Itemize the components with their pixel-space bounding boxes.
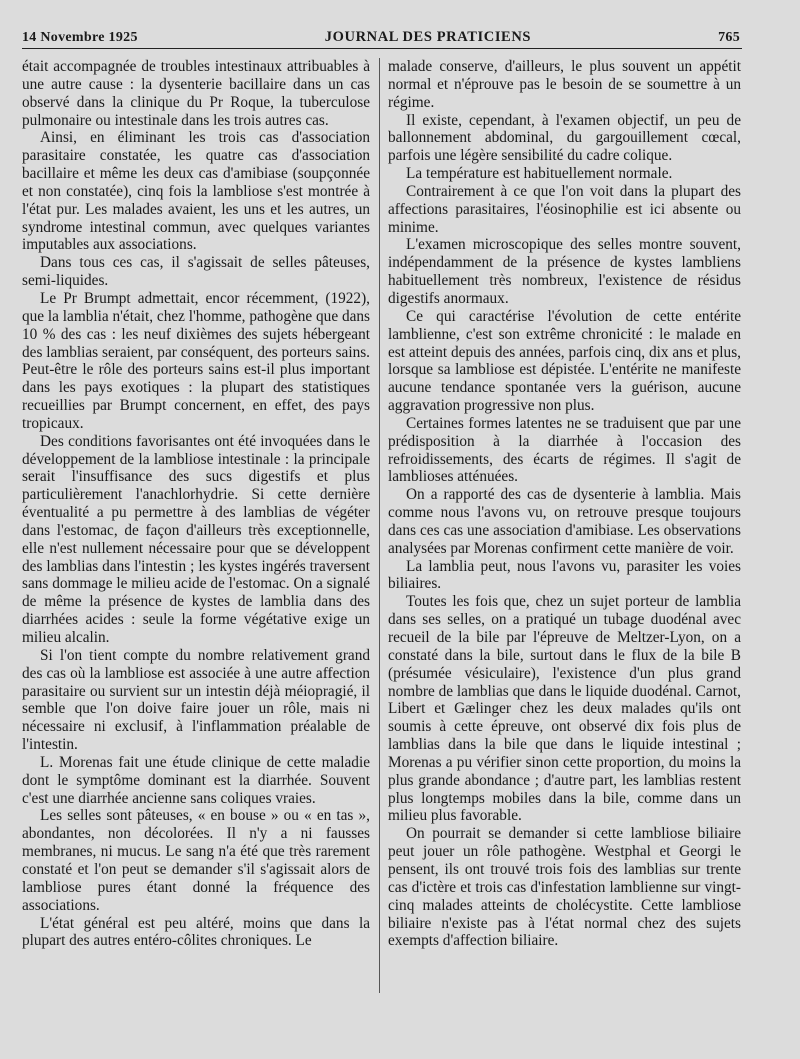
paragraph: Dans tous ces cas, il s'agissait de selles pâteuses, semi-liquides. (22, 254, 370, 290)
paragraph: Si l'on tient compte du nombre relativement grand des cas où la lambliose est associée à une autre affection parasitaire ou survient sur un intestin déjà méiopragié, il semble que l'on doive faire jouer un rôle, mais ni nécessaire ni exclusif, à l'inflammation préalable de l'intestin. (22, 646, 370, 754)
left-column (22, 58, 370, 950)
page-number: 765 (718, 30, 740, 45)
paragraph: La température est habituellement normale. (406, 165, 673, 183)
header-rule (22, 48, 742, 49)
paragraph: Contrairement à ce que l'on voit dans la plupart des affections parasitaires, l'éosinophilie est ici absente ou minime. (388, 182, 741, 236)
paragraph: Il existe, cependant, à l'examen objectif, un peu de ballonnement abdominal, du gargouillement cœcal, parfois une légère sensibilité du cadre colique. (388, 111, 741, 165)
right-column (388, 58, 741, 950)
paragraph: L. Morenas fait une étude clinique de cette maladie dont le symptôme dominant est la diarrhée. Souvent c'est une diarrhée ancienne sans coliques vraies. (22, 753, 370, 807)
paragraph: On a rapporté des cas de dysenterie à lamblia. Mais comme nous l'avons vu, on retrouve presque toujours dans ces cas une association d'amibiase. Les observations analysées par Morenas confirment cette manière de voir. (388, 486, 741, 557)
paragraph: était accompagnée de troubles intestinaux attribuables à une autre cause : la dysenterie bacillaire dans un cas observé dans la clinique du Pr Roque, la tuberculose pulmonaire ou intestinale dans les trois autres cas. (22, 58, 370, 129)
paragraph: On pourrait se demander si cette lambliose biliaire peut jouer un rôle pathogène. Westphal et Georgi le pensent, ils ont trouvé trois fois des lamblias sur trente cas d'ictère et trois cas d'infestation lamblienne sur vingt-cinq malades atteints de cholécystite. Cette lambliose biliaire n'existe pas à l'état normal chez des sujets exempts d'affection biliaire. (388, 825, 741, 950)
paragraph: Les selles sont pâteuses, « en bouse » ou « en tas », abondantes, non décolorées. Il n'y a ni fausses membranes, ni mucus. Le sang n'a été que très rarement constaté et l'on peut se demander s'il s'agissait alors de lambliose pures étant donné la fréquence des associations. (22, 807, 370, 914)
paragraph: Des conditions favorisantes ont été invoquées dans le développement de la lambliose intestinale : la principale serait l'insuffisance des sucs digestifs et plus particulièrement l'anachlorhydrie. Si cette dernière éventualité a pu permettre à des lamblias de végéter dans l'estomac, de façon d'ailleurs très exceptionnelle, elle n'est nullement nécessaire pour que se développent des lamblias dans l'intestin ; les kystes ingérés traversent sans dommage le milieu acide de l'estomac. On a signalé de même la présence de kystes de lamblia dans des diarrhées acides : seule la forme végétative exige un milieu alcalin. (22, 432, 370, 646)
page-header (22, 26, 740, 46)
paragraph: malade conserve, d'ailleurs, le plus souvent un appétit normal et n'éprouve pas le besoin de se soumettre à un régime. (388, 58, 741, 111)
header-date: 14 Novembre 1925 (22, 30, 138, 45)
column-divider (379, 58, 380, 993)
paragraph: Certaines formes latentes ne se traduisent que par une prédisposition à la diarrhée à l'occasion des refroidissements, des écarts de régimes. Il s'agit de lamblioses atténuées. (388, 414, 741, 486)
paragraph: Ce qui caractérise l'évolution de cette entérite lamblienne, c'est son extrême chronicité : le malade en est atteint depuis des années, parfois cinq, dix ans et plus, lorsque sa lambliose est dépistée. L'entérite ne manifeste aucune tendance spontanée vers la guérison, aucune aggravation progressive non plus. (388, 307, 741, 415)
journal-title: JOURNAL DES PRATICIENS (324, 29, 532, 45)
paragraph: Ainsi, en éliminant les trois cas d'association parasitaire constatée, les quatre cas d'association bacillaire et même les deux cas d'amibiase (soupçonnée et non constatée), cinq fois la lambliose s'est montrée à l'état pur. Les malades avaient, les uns et les autres, un syndrome intestinal commun, avec quelques variantes imputables aux associations. (22, 129, 370, 254)
paragraph: L'examen microscopique des selles montre souvent, indépendamment de la présence de kystes lambliens habituellement très nombreux, l'existence de résidus digestifs anormaux. (388, 236, 741, 307)
paragraph: Le Pr Brumpt admettait, encor récemment, (1922), que la lamblia n'était, chez l'homme, pathogène que dans 10 % des cas : les neuf dixièmes des sujets hébergeant des lamblias seraient, par conséquent, des porteurs sains. Peut-être le rôle des porteurs sains est-il plus important dans les pays exotiques : la plupart des statistiques recueillies par Brumpt concernent, en effet, des pays tropicaux. (22, 289, 370, 432)
paragraph: Toutes les fois que, chez un sujet porteur de lamblia dans ses selles, on a pratiqué un tubage duodénal avec recueil de la bile par l'épreuve de Meltzer-Lyon, on a constaté dans la bile, surtout dans le flux de la bile B (présumée vésiculaire), l'existence d'un plus grand nombre de lamblias que dans le liquide duodénal. Carnot, Libert et Gælinger chez les deux malades qu'ils ont soumis à cette épreuve, ont observé dix fois plus de lamblias dans la bile que dans le liquide intestinal ; Morenas a pu vérifier sinon cette proportion, du moins la plus grande abondance ; d'autre part, les lamblias restent plus longtemps mobiles dans la bile, comme dans un milieu plus favorable. (388, 593, 741, 825)
paragraph: L'état général est peu altéré, moins que dans la plupart des autres entéro-côlites chroniques. Le (22, 914, 370, 950)
paragraph: La lamblia peut, nous l'avons vu, parasiter les voies biliaires. (388, 557, 741, 593)
